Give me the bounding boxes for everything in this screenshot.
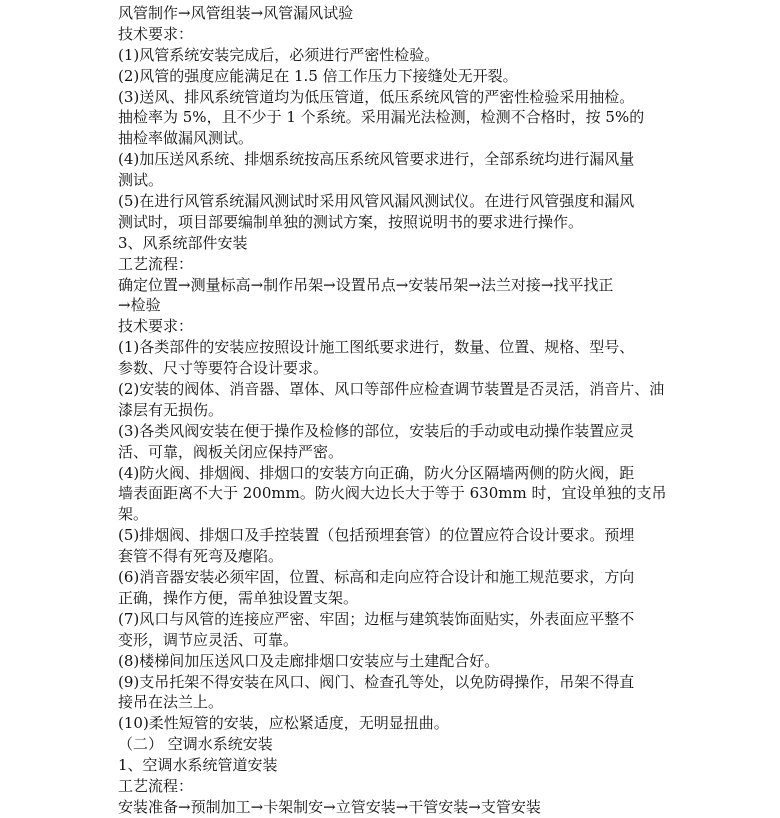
text-line: 工艺流程： [118, 254, 194, 273]
text-line: (3)各类风阀安装在便于操作及检修的部位，安装后的手动或电动操作装置应灵 [118, 421, 635, 440]
text-line: 技术要求： [118, 317, 194, 336]
text-line: (6)消音器安装必须牢固，位置、标高和走向应符合设计和施工规范要求，方向 [118, 568, 635, 587]
text-line: 抽检率做漏风测试。 [118, 129, 254, 148]
section-heading: 1、空调水系统管道安装 [118, 756, 278, 775]
text-line: (5)在进行风管系统漏风测试时采用风管风漏风测试仪。在进行风管强度和漏风 [118, 192, 635, 211]
text-line: (2)安装的阀体、消音器、罩体、风口等部件应检查调节装置是否灵活，消音片、油 [118, 380, 665, 399]
text-line: →检验 [118, 296, 161, 315]
text-line: 变形，调节应灵活、可靠。 [118, 630, 299, 649]
text-line: (3)送风、排风系统管道均为低压管道，低压系统风管的严密性检验采用抽检。 [118, 87, 635, 106]
text-line: 套管不得有死弯及瘪陷。 [118, 547, 284, 566]
text-line: 墙表面距离不大于 200mm。防火阀大边长大于等于 630mm 时，宜设单独的支吊 [118, 484, 667, 503]
section-heading: （二） 空调水系统安装 [118, 735, 273, 754]
text-line: 正确，操作方便，需单独设置支架。 [118, 588, 359, 607]
text-line: 漆层有无损伤。 [118, 400, 224, 419]
text-line: 技术要求： [118, 24, 194, 43]
text-line: (1)各类部件的安装应按照设计施工图纸要求进行，数量、位置、规格、型号、 [118, 338, 635, 357]
text-line: (4)加压送风系统、排烟系统按高压系统风管要求进行，全部系统均进行漏风量 [118, 150, 635, 169]
text-line: (10)柔性短管的安装，应松紧适度，无明显扭曲。 [118, 714, 449, 733]
text-line: 测试时，项目部要编制单独的测试方案，按照说明书的要求进行操作。 [118, 212, 584, 231]
text-line: 确定位置→测量标高→制作吊架→设置吊点→安装吊架→法兰对接→找平找正 [118, 275, 614, 294]
text-line: (4)防火阀、排烟阀、排烟口的安装方向正确，防火分区隔墙两侧的防火阀，距 [118, 463, 635, 482]
text-line: 参数、尺寸等要符合设计要求。 [118, 359, 329, 378]
text-line: 测试。 [118, 171, 164, 190]
text-line: 风管制作→风管组装→风管漏风试验 [118, 4, 354, 22]
text-line: 活、可靠，阀板关闭应保持严密。 [118, 442, 344, 461]
text-line: (7)风口与风管的连接应严密、牢固；边框与建筑装饰面贴实，外表面应平整不 [118, 609, 635, 628]
text-line: (2)风管的强度应能满足在 1.5 倍工作压力下接缝处无开裂。 [118, 66, 518, 85]
text-line: (9)支吊托架不得安装在风口、阀门、检查孔等处，以免防碍操作，吊架不得直 [118, 672, 635, 691]
text-line: (8)楼梯间加压送风口及走廊排烟口安装应与土建配合好。 [118, 651, 500, 670]
text-line: 安装准备→预制加工→卡架制安→立管安装→干管安装→支管安装 [118, 797, 541, 816]
document-body [118, 3, 678, 818]
text-line: 架。 [118, 505, 149, 524]
section-heading: 3、风系统部件安装 [118, 233, 248, 252]
text-line: (1)风管系统安装完成后，必须进行严密性检验。 [118, 45, 440, 64]
text-line: 接吊在法兰上。 [118, 693, 224, 712]
text-line: 工艺流程： [118, 776, 194, 795]
text-line: 抽检率为 5%，且不少于 1 个系统。采用漏光法检测，检测不合格时，按 5%的 [118, 108, 645, 127]
text-line: (5)排烟阀、排烟口及手控装置（包括预埋套管）的位置应符合设计要求。预埋 [118, 526, 635, 545]
